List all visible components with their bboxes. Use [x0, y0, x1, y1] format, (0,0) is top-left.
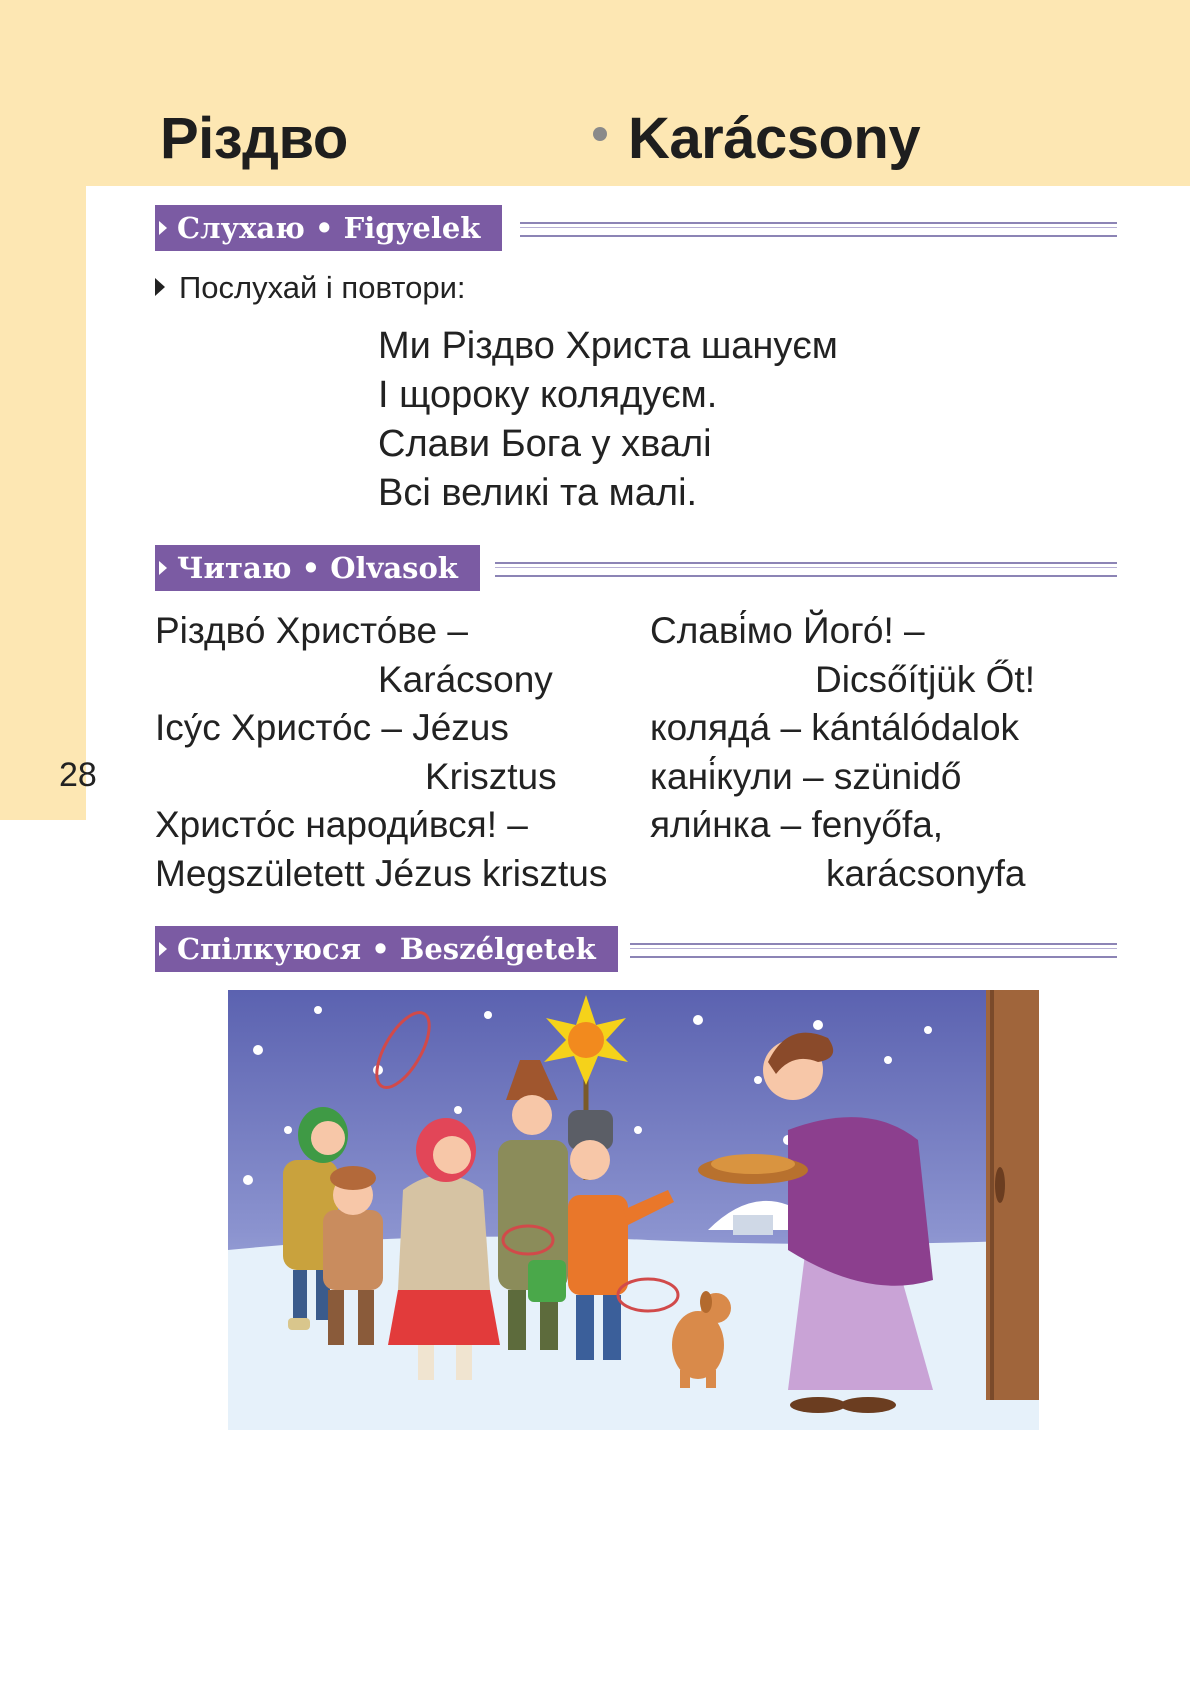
instruction-line [155, 270, 466, 306]
door-handle-icon [995, 1167, 1005, 1203]
vocab-translation: Dicsőítjük Őt! [815, 658, 1035, 700]
section-header-listen [155, 205, 1117, 251]
vocab-term: Ісу́с Христо́с – Jézus [155, 707, 509, 748]
vocab-term: Славі́мо Його́! – [650, 610, 925, 651]
vocab-translation: karácsonyfa [826, 852, 1026, 894]
vocabulary-right-column [650, 607, 1035, 898]
vocab-translation: Megszületett Jézus krisztus [155, 852, 608, 894]
illustration-svg [228, 990, 1039, 1430]
vocab-term: Різдво́ Христо́ве – [155, 610, 468, 651]
page-number: 28 [59, 756, 97, 794]
section-label-text: Слухаю • Figyelek [177, 211, 481, 245]
poem-line: Слави Бога у хвалі [378, 423, 712, 465]
section-label-talk [155, 926, 618, 972]
section-label-read [155, 545, 480, 591]
vocab-term: кані́кули – szünidő [650, 755, 962, 797]
poem [378, 322, 838, 518]
vocab-translation: Karácsony [378, 658, 553, 700]
section-label-listen [155, 205, 502, 251]
vocabulary-left-column [155, 607, 607, 898]
distant-house [733, 1215, 773, 1235]
chevron-right-icon [159, 221, 167, 235]
vocab-translation: Krisztus [425, 755, 557, 797]
section-label-text: Спілкуюся • Beszélgetek [177, 932, 596, 966]
vocab-term: Христо́с народи́вся! – [155, 804, 528, 845]
section-divider-lines [495, 562, 1117, 577]
chevron-right-icon [159, 561, 167, 575]
christmas-carolers-illustration [228, 990, 1039, 1430]
section-divider-lines [520, 222, 1117, 237]
section-header-read [155, 545, 1117, 591]
section-label-text: Читаю • Olvasok [177, 551, 458, 585]
page-title-ukrainian: Різдво [160, 106, 348, 171]
chevron-right-icon [159, 942, 167, 956]
section-divider-lines [630, 943, 1117, 958]
side-band [0, 0, 86, 820]
poem-line: Ми Різдво Христа шануєм [378, 325, 838, 367]
poem-line: І щороку колядуєм. [378, 374, 718, 416]
vocab-term: коляда́ – kántálódalok [650, 707, 1020, 748]
instruction-text: Послухай і повтори: [179, 270, 466, 305]
poem-line: Всі великі та малі. [378, 472, 698, 514]
title-separator-dot [593, 127, 607, 141]
vocab-term: яли́нка – fenyőfa, [650, 804, 944, 845]
section-header-talk [155, 926, 1117, 972]
bullet-triangle-icon [155, 278, 165, 296]
page-title-hungarian: Karácsony [628, 106, 921, 171]
